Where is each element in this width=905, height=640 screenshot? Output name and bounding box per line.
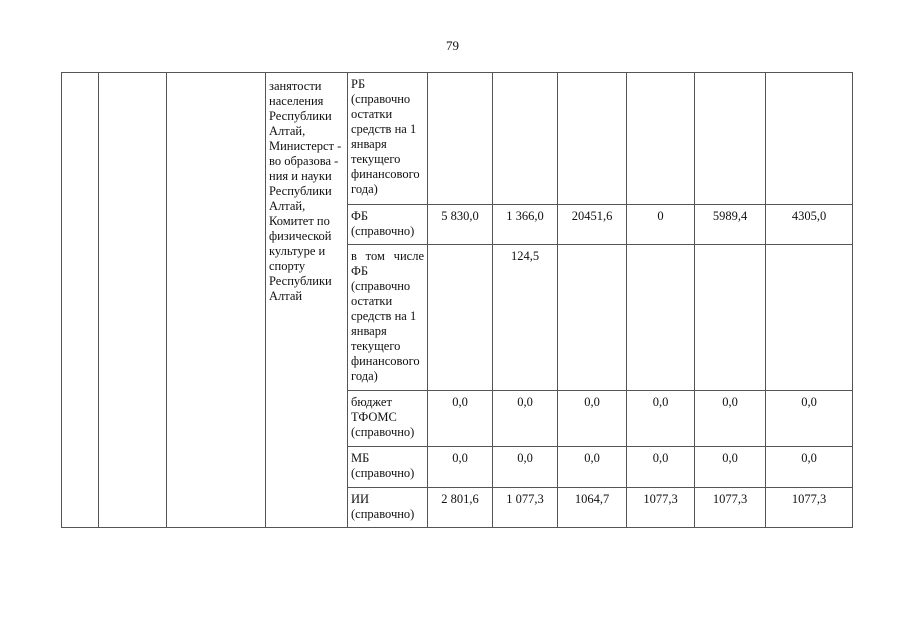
funding-source-cell xyxy=(348,73,428,205)
executor-line: Республики xyxy=(269,274,332,288)
funding-source-cell xyxy=(348,245,428,391)
value-cell: 0,0 xyxy=(428,447,493,488)
source-line: финансового xyxy=(351,167,420,181)
executor-line: Комитет по xyxy=(269,214,330,228)
executor-line: занятости xyxy=(269,79,322,93)
value-cell: 5989,4 xyxy=(695,205,766,245)
value-cell xyxy=(695,245,766,391)
source-line: (справочно) xyxy=(351,507,415,521)
value-cell: 20451,6 xyxy=(558,205,627,245)
source-line: ФБ xyxy=(351,209,369,223)
source-line: текущего xyxy=(351,339,401,353)
empty-cell xyxy=(167,73,266,528)
source-line: бюджет xyxy=(351,395,392,409)
empty-cell xyxy=(99,73,167,528)
budget-table xyxy=(61,72,853,528)
value-cell: 1077,3 xyxy=(695,488,766,528)
source-line: (справочно) xyxy=(351,224,415,238)
source-line: (справочно xyxy=(351,92,411,106)
value-cell: 124,5 xyxy=(493,245,558,391)
value-cell: 0,0 xyxy=(558,391,627,447)
executor-line: Республики xyxy=(269,184,332,198)
executor-line: физической xyxy=(269,229,332,243)
executor-line: населения xyxy=(269,94,324,108)
value-cell: 1064,7 xyxy=(558,488,627,528)
value-cell xyxy=(766,245,853,391)
value-cell: 2 801,6 xyxy=(428,488,493,528)
source-line: средств на 1 xyxy=(351,309,417,323)
source-line: (справочно) xyxy=(351,466,415,480)
value-cell xyxy=(627,245,695,391)
funding-source-cell xyxy=(348,391,428,447)
source-line: МБ xyxy=(351,451,370,465)
source-line: в том числе xyxy=(351,249,424,263)
value-cell: 0,0 xyxy=(558,447,627,488)
executor-line: Алтай xyxy=(269,289,303,303)
value-cell: 5 830,0 xyxy=(428,205,493,245)
source-line: года) xyxy=(351,182,378,196)
page-number: 79 xyxy=(446,38,459,53)
funding-source-cell xyxy=(348,205,428,245)
funding-source-cell xyxy=(348,447,428,488)
source-line: января xyxy=(351,324,387,338)
value-cell: 0,0 xyxy=(695,447,766,488)
value-cell: 0,0 xyxy=(493,447,558,488)
value-cell: 1 077,3 xyxy=(493,488,558,528)
value-cell: 0,0 xyxy=(695,391,766,447)
value-cell xyxy=(558,245,627,391)
source-line: текущего xyxy=(351,152,401,166)
executor-line: Алтай, xyxy=(269,124,306,138)
value-cell: 4305,0 xyxy=(766,205,853,245)
executor-line: культуре и xyxy=(269,244,326,258)
source-line: (справочно xyxy=(351,279,411,293)
value-cell xyxy=(766,73,853,205)
executor-line: ния и науки xyxy=(269,169,332,183)
executor-line: спорту xyxy=(269,259,306,273)
source-line: остатки xyxy=(351,294,393,308)
executor-line: Республики xyxy=(269,109,332,123)
value-cell xyxy=(428,73,493,205)
value-cell xyxy=(493,73,558,205)
value-cell xyxy=(627,73,695,205)
value-cell: 0 xyxy=(627,205,695,245)
source-line: (справочно) xyxy=(351,425,415,439)
value-cell xyxy=(428,245,493,391)
source-line: ФБ xyxy=(351,264,369,278)
source-line: ТФОМС xyxy=(351,410,397,424)
value-cell: 0,0 xyxy=(766,391,853,447)
value-cell: 1077,3 xyxy=(766,488,853,528)
value-cell: 1077,3 xyxy=(627,488,695,528)
executor-cell xyxy=(266,73,348,528)
table-row xyxy=(62,73,853,205)
source-line: ИИ xyxy=(351,492,370,506)
value-cell: 0,0 xyxy=(493,391,558,447)
executor-line: во образова - xyxy=(269,154,339,168)
executor-line: Алтай, xyxy=(269,199,306,213)
value-cell: 0,0 xyxy=(428,391,493,447)
value-cell: 1 366,0 xyxy=(493,205,558,245)
value-cell: 0,0 xyxy=(627,391,695,447)
executor-line: Министерст - xyxy=(269,139,342,153)
empty-cell xyxy=(62,73,99,528)
source-line: средств на 1 xyxy=(351,122,417,136)
source-line: года) xyxy=(351,369,378,383)
value-cell: 0,0 xyxy=(766,447,853,488)
source-line: остатки xyxy=(351,107,393,121)
value-cell xyxy=(695,73,766,205)
source-line: РБ xyxy=(351,77,366,91)
value-cell: 0,0 xyxy=(627,447,695,488)
value-cell xyxy=(558,73,627,205)
source-line: января xyxy=(351,137,387,151)
source-line: финансового xyxy=(351,354,420,368)
funding-source-cell xyxy=(348,488,428,528)
